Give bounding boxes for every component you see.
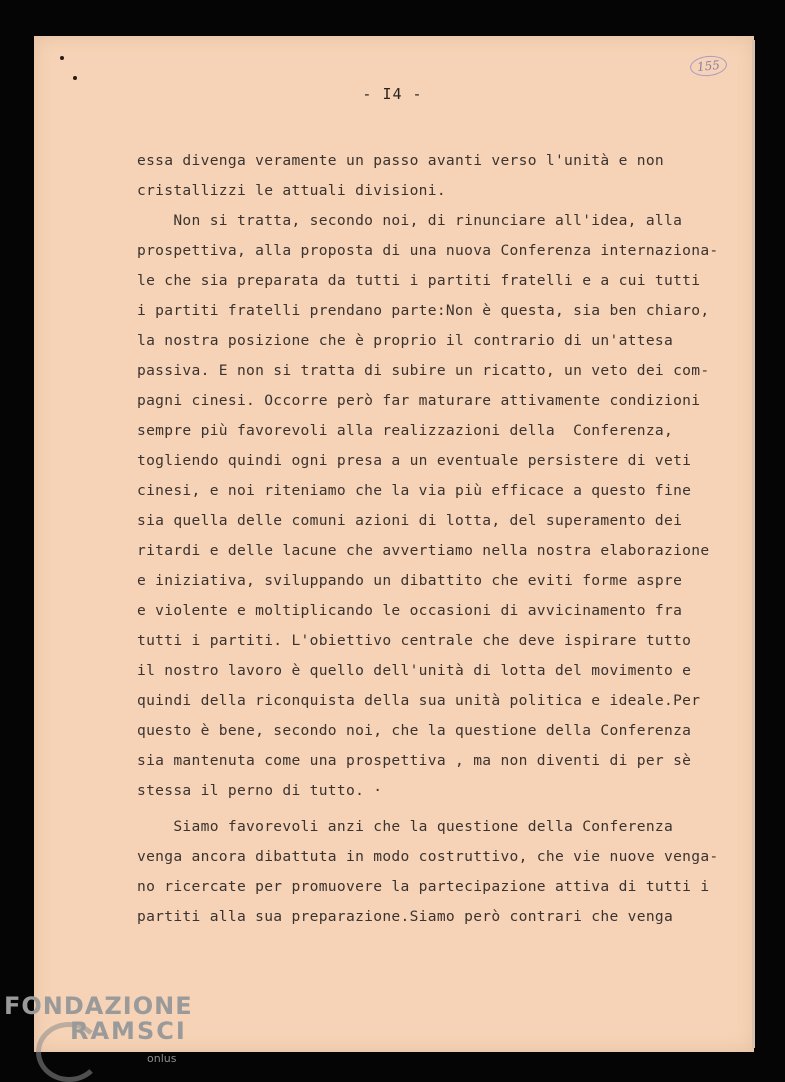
typed-text-body	[137, 146, 737, 932]
watermark-line-2: RAMSCI	[70, 1017, 187, 1045]
text-line: togliendo quindi ogni presa a un eventuale persistere di veti	[137, 452, 692, 469]
text-line: Non si tratta, secondo noi, di rinunciare all'idea, alla	[137, 212, 683, 229]
text-line: passiva. E non si tratta di subire un ricatto, un veto dei com-	[137, 362, 710, 379]
text-line: prospettiva, alla proposta di una nuova Conferenza internaziona-	[137, 242, 719, 259]
watermark-onlus: onlus	[147, 1052, 177, 1065]
fondazione-watermark	[4, 994, 193, 1043]
text-line: quindi della riconquista della sua unità politica e ideale.Per	[137, 692, 701, 709]
text-line: sia mantenuta come una prospettiva , ma non diventi di per sè	[137, 752, 692, 769]
text-line: le che sia preparata da tutti i partiti fratelli e a cui tutti	[137, 272, 701, 289]
text-line: i partiti fratelli prendano parte:Non è questa, sia ben chiaro,	[137, 302, 710, 319]
punch-hole	[73, 76, 77, 80]
text-line: e iniziativa, sviluppando un dibattito che eviti forme aspre	[137, 572, 683, 589]
page-number: - I4 -	[362, 85, 423, 103]
text-line: partiti alla sua preparazione.Siamo però contrari che venga	[137, 908, 674, 925]
watermark-line-1: FONDAZIONE	[4, 992, 193, 1020]
text-line: essa divenga veramente un passo avanti verso l'unità e non	[137, 152, 664, 169]
text-line: cristallizzi le attuali divisioni.	[137, 182, 446, 199]
text-line: questo è bene, secondo noi, che la questione della Conferenza	[137, 722, 692, 739]
page-edge	[752, 40, 755, 1048]
text-line: tutti i partiti. L'obiettivo centrale che deve ispirare tutto	[137, 632, 692, 649]
punch-hole	[60, 56, 64, 60]
archive-number-stamp: 155	[689, 54, 728, 78]
text-line: cinesi, e noi riteniamo che la via più efficace a questo fine	[137, 482, 692, 499]
text-line: il nostro lavoro è quello dell'unità di lotta del movimento e	[137, 662, 692, 679]
text-line: venga ancora dibattuta in modo costruttivo, che vie nuove venga-	[137, 848, 719, 865]
text-line: stessa il perno di tutto. ·	[137, 782, 383, 799]
text-line: pagni cinesi. Occorre però far maturare attivamente condizioni	[137, 392, 701, 409]
text-line: sempre più favorevoli alla realizzazioni della Conferenza,	[137, 422, 674, 439]
text-line: sia quella delle comuni azioni di lotta, del superamento dei	[137, 512, 683, 529]
text-line: ritardi e delle lacune che avvertiamo nella nostra elaborazione	[137, 542, 710, 559]
text-line: la nostra posizione che è proprio il contrario di un'attesa	[137, 332, 674, 349]
text-line: no ricercate per promuovere la partecipazione attiva di tutti i	[137, 878, 710, 895]
text-line: e violente e moltiplicando le occasioni di avvicinamento fra	[137, 602, 683, 619]
text-line: Siamo favorevoli anzi che la questione della Conferenza	[137, 818, 674, 835]
